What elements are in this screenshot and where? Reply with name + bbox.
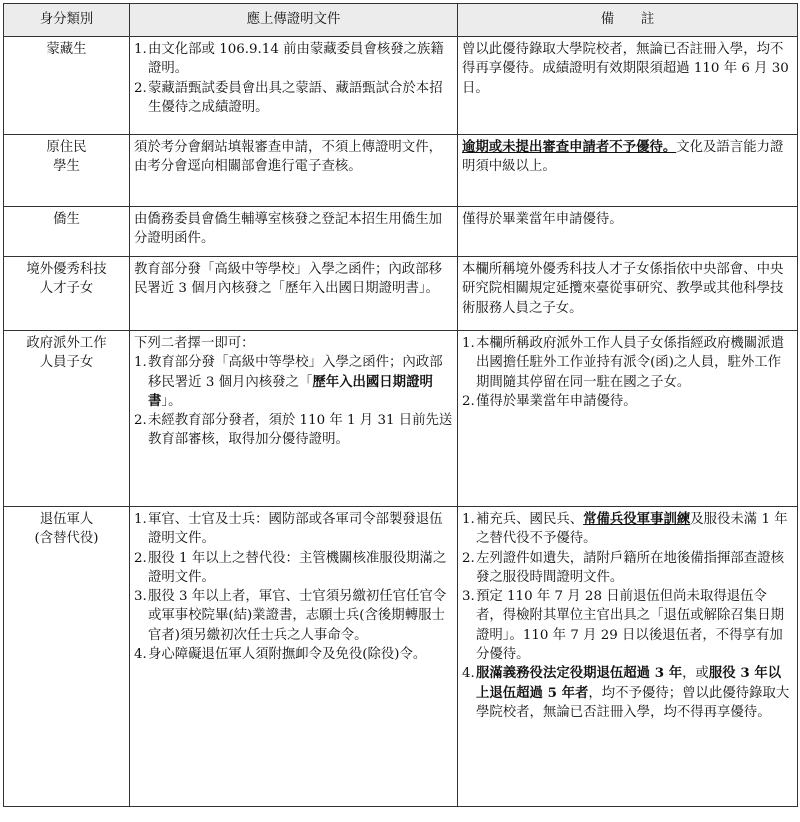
documents-cell <box>130 331 458 507</box>
category-label: 政府派外工作 <box>26 336 107 351</box>
list-item: 3. 服役 3 年以上者，軍官、士官須另繳初任官任官令或軍事校院畢(結)業證書，志願士兵(含後期轉服士官者)須另繳初次任士兵之人事命令。 <box>134 589 447 643</box>
doc-intro: 下列二者擇一即可： <box>134 336 255 351</box>
category-label: 退伍軍人 <box>39 512 94 527</box>
notes-cell <box>458 331 798 507</box>
note-text: 文化及語言能力證明須中級以上。 <box>462 140 784 175</box>
list-item: 2. 未經教育部分發者，須於 110 年 1 月 31 日前先送教育部審核，取得加分優待證明。 <box>134 413 453 448</box>
documents-cell <box>130 37 458 135</box>
documents-cell <box>130 135 458 207</box>
list-item: 2. 服役 1 年以上之替代役：主管機關核准服役期滿之證明文件。 <box>134 550 447 585</box>
table-row <box>4 207 798 257</box>
header-category: 身分類別 <box>4 4 130 37</box>
doc-emphasis: 歷年入出國日期證明書 <box>148 373 433 409</box>
note-text: 僅得於畢業當年申請優待。 <box>462 212 623 227</box>
category-label: (含替代役) <box>34 531 99 547</box>
documents-cell <box>130 207 458 257</box>
notes-cell <box>458 257 798 331</box>
table-row <box>4 331 798 507</box>
list-item: 1. 補充兵、國民兵、常備兵役軍事訓練及服役未滿 1 年之替代役不予優待。 <box>462 511 788 547</box>
category-label: 境外優秀科技 <box>26 262 107 277</box>
note-text: 曾以此優待錄取大學院校者，無論已否註冊入學，均不得再享優待。成績證明有效期限須超過 110 年 6 月 30 日。 <box>462 42 789 96</box>
category-cell <box>4 135 130 207</box>
list-item: 2. 蒙藏語甄試委員會出具之蒙語、藏語甄試合於本招生優待之成績證明。 <box>134 80 443 115</box>
note-emphasis: 常備兵役軍事訓練 <box>583 511 691 527</box>
table-row <box>4 37 798 135</box>
list-item: 4. 身心障礙退伍軍人須附撫卹令及免役(除役)令。 <box>134 647 427 663</box>
category-cell <box>4 257 130 331</box>
documents-cell <box>130 507 458 807</box>
category-label: 蒙藏生 <box>46 42 87 57</box>
header-notes: 備 註 <box>458 4 798 37</box>
list-item: 3. 預定 110 年 7 月 28 日前退伍但尚未取得退伍令者，得檢附其單位主官出具之「退伍或解除召集日期證明」。110 年 7 月 29 日以後退伍者，不得享有加分優待。 <box>462 589 784 663</box>
list-item: 4. 服滿義務役法定役期退伍超過 3 年，或服役 3 年以上退伍超過 5 年者，均不予優待；曾以此優待錄取大學院校者，無論已否註冊入學，均不得再享優待。 <box>462 665 790 720</box>
note-emphasis: 逾期或未提出審查申請者不予優待。 <box>462 139 677 155</box>
notes-cell <box>458 37 798 135</box>
notes-cell <box>458 507 798 807</box>
doc-text: 由僑務委員會僑生輔導室核發之登記本招生用僑生加分證明函件。 <box>134 212 442 247</box>
note-text: 本欄所稱境外優秀科技人才子女係指依中央部會、中央研究院相關規定延攬來臺從事研究、教學或其他科學技術服務人員之子女。 <box>462 262 784 316</box>
header-documents: 應上傳證明文件 <box>130 4 458 37</box>
table-header-row <box>4 4 798 37</box>
list-item: 1. 軍官、士官及士兵：國防部或各軍司令部製發退伍證明文件。 <box>134 512 443 547</box>
eligibility-table <box>3 3 798 807</box>
category-label: 人才子女 <box>39 281 94 297</box>
category-cell <box>4 37 130 135</box>
table-row <box>4 507 798 807</box>
note-emphasis: 服滿義務役法定役期退伍超過 3 年 <box>476 665 683 682</box>
category-cell <box>4 507 130 807</box>
notes-cell <box>458 135 798 207</box>
category-cell <box>4 331 130 507</box>
notes-cell <box>458 207 798 257</box>
table-row <box>4 135 798 207</box>
list-item: 1. 教育部分發「高級中等學校」入學之函件；內政部移民署近 3 個月內核發之「歷年入出國日期證明書」。 <box>134 355 443 409</box>
category-label: 僑生 <box>53 212 80 227</box>
category-label: 人員子女 <box>39 355 94 371</box>
documents-cell <box>130 257 458 331</box>
note-emphasis: 服役 3 年以上退伍超過 5 年者 <box>476 665 782 701</box>
category-label: 原住民 <box>46 140 87 155</box>
category-label: 學生 <box>53 159 80 175</box>
doc-text: 教育部分發「高級中等學校」入學之函件；內政部移民署近 3 個月內核發之「歷年入出國日期證明書」。 <box>134 262 442 297</box>
list-item: 2. 僅得於畢業當年申請優待。 <box>462 393 637 409</box>
list-item: 1. 本欄所稱政府派外工作人員子女係指經政府機關派遣出國擔任駐外工作並持有派令(函)之人員，駐外工作期間隨其停留在同一駐在國之子女。 <box>462 336 784 390</box>
doc-text: 須於考分會網站填報審查申請，不須上傳證明文件，由考分會逕向相關部會進行電子查核。 <box>134 140 442 175</box>
category-cell <box>4 207 130 257</box>
list-item: 1. 由文化部或 106.9.14 前由蒙藏委員會核發之族籍證明。 <box>134 42 444 77</box>
list-item: 2. 左列證件如遺失，請附戶籍所在地後備指揮部查證核發之服役時間證明文件。 <box>462 550 784 585</box>
table-row <box>4 257 798 331</box>
